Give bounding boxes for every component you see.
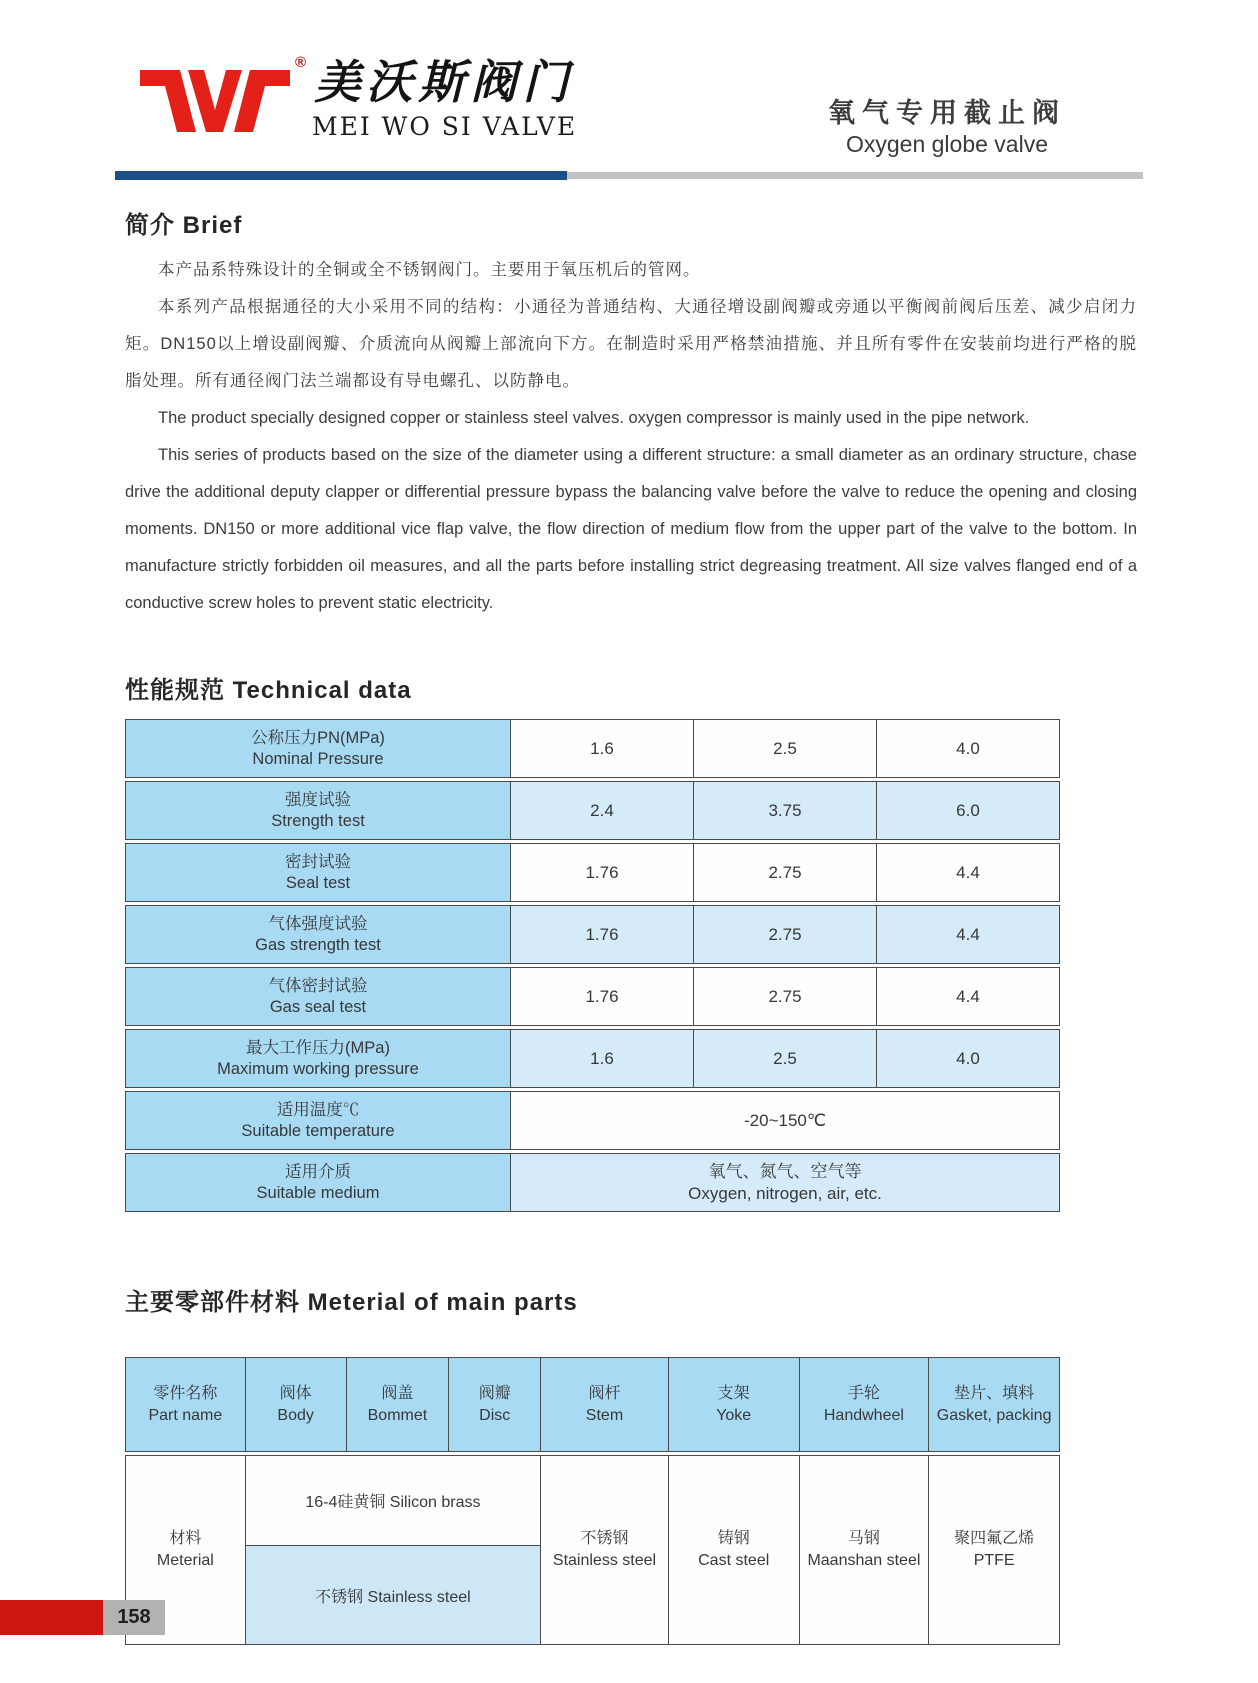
column-header	[246, 1358, 347, 1451]
table-row	[125, 1029, 1060, 1088]
tech-label-en: Suitable temperature	[241, 1121, 395, 1140]
material-option-stainless-steel: 不锈钢 Stainless steel	[246, 1546, 540, 1644]
tech-merged-value: -20~150℃	[511, 1092, 1059, 1149]
handwheel-material-en: Maanshan steel	[807, 1552, 921, 1569]
column-header-cn: 支架	[717, 1384, 750, 1402]
column-header-en: Yoke	[716, 1406, 752, 1424]
stem-material-cn: 不锈钢	[580, 1530, 629, 1547]
tech-row-label	[126, 782, 511, 839]
tech-merged-value	[511, 1154, 1059, 1211]
brief-paragraph-en-1: The product specially designed copper or stainless steel valves. oxygen compressor is mainly used in the pipe network.	[158, 409, 1030, 427]
tech-row-label	[126, 968, 511, 1025]
handwheel-material-cell	[800, 1456, 930, 1644]
tech-value: 3.75	[694, 782, 877, 839]
page-number: 158	[103, 1600, 165, 1635]
tech-label-en: Gas strength test	[255, 935, 381, 954]
stem-material-en: Stainless steel	[552, 1552, 657, 1569]
column-header-en: Part name	[148, 1406, 223, 1424]
tech-label-en: Suitable medium	[256, 1183, 380, 1202]
materials-row-label-cn: 材料	[169, 1530, 202, 1547]
column-header-cn: 阀杆	[588, 1384, 621, 1402]
tech-label-cn: 密封试验	[285, 852, 351, 871]
brief-paragraph-en-2: This series of products based on the size of the diameter using a different structure: a small diameter as an ordinary structure, chase drive the additional deputy clapper or differential pressure bypass the balancing valve before the valve to reduce the opening and closing moments. DN150 or more additional vice flap valve, the flow direction of medium flow from the upper part of the valve to the bottom. In manufacture strictly forbidden oil measures, and all the parts before installing strict degreasing treatment. All size valves flanged end of a conductive screw holes to prevent static electricity.	[125, 446, 1137, 612]
column-header-cn: 手轮	[847, 1384, 880, 1402]
handwheel-material-cn: 马钢	[847, 1530, 880, 1547]
tech-value: 1.76	[511, 906, 694, 963]
tech-row-label	[126, 844, 511, 901]
column-header-cn: 阀体	[279, 1384, 312, 1402]
registered-trademark-icon: ®	[294, 54, 306, 71]
table-row	[125, 719, 1060, 778]
tech-label-en: Nominal Pressure	[252, 749, 384, 768]
column-header	[929, 1358, 1059, 1451]
materials-section-title: 主要零部件材料 Meterial of main parts	[125, 1289, 578, 1316]
tech-value: 2.75	[694, 968, 877, 1025]
tech-label-cn: 气体密封试验	[268, 976, 368, 995]
tech-label-cn: 适用介质	[285, 1162, 351, 1181]
materials-header-row	[125, 1357, 1060, 1452]
tech-value: 4.0	[877, 720, 1059, 777]
yoke-material-en: Cast steel	[698, 1552, 770, 1569]
tech-value: 6.0	[877, 782, 1059, 839]
column-header	[449, 1358, 541, 1451]
tech-value: 4.0	[877, 1030, 1059, 1087]
tech-value: 4.4	[877, 968, 1059, 1025]
body-bonnet-disc-cell	[246, 1456, 541, 1644]
column-header-en: Disc	[479, 1406, 511, 1424]
table-row	[125, 905, 1060, 964]
tech-value: 4.4	[877, 906, 1059, 963]
brief-section-title: 简介 Brief	[125, 212, 243, 239]
table-row	[125, 843, 1060, 902]
tech-value: 1.6	[511, 1030, 694, 1087]
product-title-cn: 氧气专用截止阀	[828, 98, 1066, 128]
column-header	[669, 1358, 800, 1451]
column-header-cn: 阀瓣	[478, 1384, 511, 1402]
yoke-material-cell	[669, 1456, 800, 1644]
tech-row-label	[126, 1092, 511, 1149]
column-header	[541, 1358, 669, 1451]
tech-value: 2.5	[694, 720, 877, 777]
technical-section-title: 性能规范 Technical data	[125, 677, 412, 704]
column-header-en: Handwheel	[823, 1406, 904, 1424]
column-header-en: Bommet	[367, 1406, 428, 1424]
tech-value: 2.4	[511, 782, 694, 839]
brief-paragraph-cn-1: 本产品系特殊设计的全铜或全不锈钢阀门。主要用于氧压机后的管网。	[158, 261, 701, 279]
gasket-material-cn: 聚四氟乙烯	[954, 1530, 1035, 1547]
tech-label-cn: 强度试验	[285, 790, 351, 809]
tech-row-label	[126, 906, 511, 963]
tech-value: 1.76	[511, 844, 694, 901]
brief-paragraph-cn-2: 本系列产品根据通径的大小采用不同的结构：小通径为普通结构、大通径增设副阀瓣或旁通以平衡阀前阀后压差、减少启闭力矩。DN150以上增设副阀瓣、介质流向从阀瓣上部流向下方。在制造时采用严格禁油措施、并且所有零件在安装前均进行严格的脱脂处理。所有通径阀门法兰端都设有导电螺孔、以防静电。	[125, 298, 1137, 390]
materials-body-row	[125, 1455, 1060, 1645]
tech-value: 1.76	[511, 968, 694, 1025]
column-header-en: Body	[277, 1406, 314, 1424]
brand-name-cn: 美沃斯阀门	[314, 55, 575, 109]
tech-label-en: Gas seal test	[269, 997, 367, 1016]
tech-label-en: Strength test	[271, 811, 365, 830]
page-content	[125, 0, 1137, 1645]
column-header-en: Gasket, packing	[936, 1406, 1052, 1424]
tech-value: 2.75	[694, 844, 877, 901]
column-header	[800, 1358, 930, 1451]
materials-table	[125, 1357, 1060, 1645]
table-row	[125, 967, 1060, 1026]
tech-row-label	[126, 1030, 511, 1087]
tech-merged-value-en: Oxygen, nitrogen, air, etc.	[688, 1183, 882, 1203]
brand-name-en: MEI WO SI VALVE	[312, 112, 578, 141]
tech-label-cn: 适用温度℃	[276, 1100, 360, 1119]
technical-data-table	[125, 719, 1060, 1212]
tech-label-cn: 最大工作压力(MPa)	[246, 1038, 390, 1057]
footer-red-accent	[0, 1600, 103, 1635]
tech-label-cn: 公称压力PN(MPa)	[251, 728, 385, 747]
tech-value: 1.6	[511, 720, 694, 777]
tech-row-label	[126, 720, 511, 777]
tech-value: 2.5	[694, 1030, 877, 1087]
product-title-en: Oxygen globe valve	[845, 131, 1048, 157]
tech-merged-value-cn: 氧气、氮气、空气等	[708, 1161, 862, 1181]
tech-value: 4.4	[877, 844, 1059, 901]
column-header-en: Stem	[585, 1406, 624, 1424]
tech-label-en: Maximum working pressure	[217, 1059, 419, 1078]
material-option-silicon-brass: 16-4硅黄铜 Silicon brass	[246, 1456, 540, 1546]
column-header	[126, 1358, 246, 1451]
table-row	[125, 1153, 1060, 1212]
tech-row-label	[126, 1154, 511, 1211]
tech-label-cn: 气体强度试验	[268, 914, 368, 933]
tech-label-en: Seal test	[285, 873, 351, 892]
column-header-cn: 垫片、填料	[954, 1384, 1035, 1402]
table-row	[125, 1091, 1060, 1150]
column-header-cn: 零件名称	[153, 1384, 218, 1402]
gasket-material-en: PTFE	[973, 1552, 1015, 1569]
table-row	[125, 781, 1060, 840]
column-header-cn: 阀盖	[381, 1384, 414, 1402]
stem-material-cell	[541, 1456, 669, 1644]
column-header	[347, 1358, 450, 1451]
yoke-material-cn: 铸钢	[717, 1530, 750, 1547]
materials-row-label-en: Meterial	[156, 1552, 214, 1569]
gasket-material-cell	[929, 1456, 1059, 1644]
tech-value: 2.75	[694, 906, 877, 963]
